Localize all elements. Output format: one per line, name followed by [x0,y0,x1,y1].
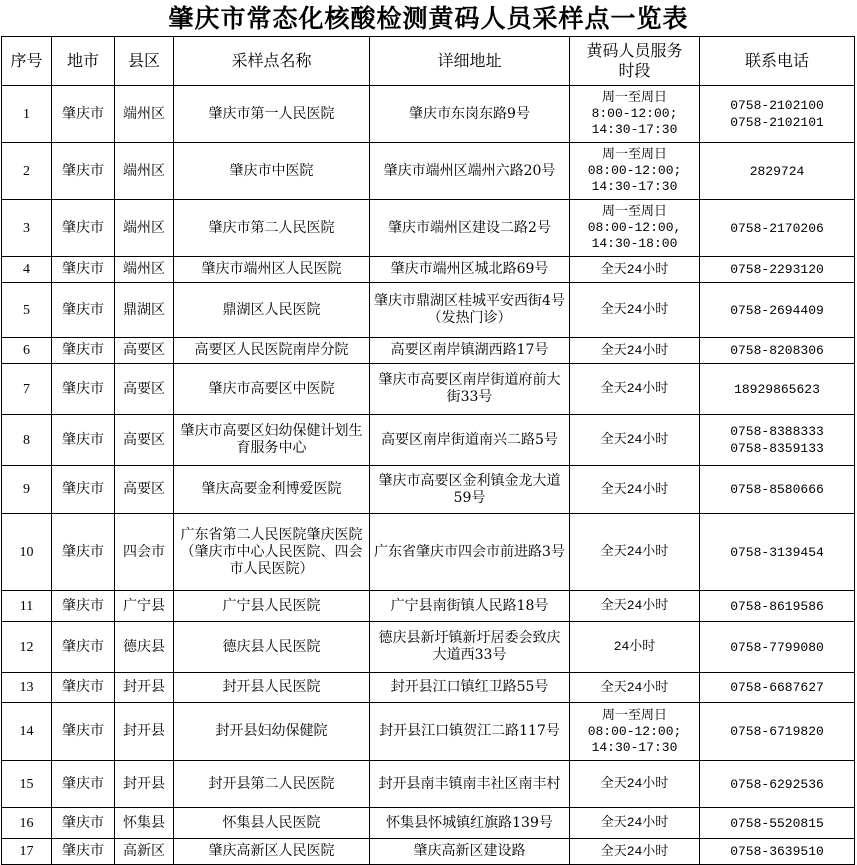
table-row [2,514,855,591]
hours-cell-line: 14:30-18:00 [591,236,678,251]
hours-cell [570,86,700,143]
site-name-cell: 肇庆市第一人民医院 [174,86,370,143]
hours-cell-line: 全天24小时 [600,381,669,396]
table-row [2,338,855,364]
city-cell: 肇庆市 [52,839,115,865]
hours-cell-line: 全天24小时 [600,598,669,613]
row-number: 10 [2,514,52,591]
header-city: 地市 [52,37,115,86]
hours-cell [570,415,700,466]
district-cell: 德庆县 [115,622,174,673]
site-name-cell: 肇庆市第二人民医院 [174,200,370,257]
district-cell: 封开县 [115,703,174,761]
row-number: 16 [2,808,52,839]
city-cell: 肇庆市 [52,143,115,200]
hours-cell-line: 14:30-17:30 [591,739,678,755]
hours-cell-line: 全天24小时 [600,432,669,447]
header-district: 县区 [115,37,174,86]
city-cell: 肇庆市 [52,673,115,703]
city-cell: 肇庆市 [52,591,115,622]
address-cell: 肇庆市端州区建设二路2号 [370,200,570,257]
table-row [2,415,855,466]
phone-cell-line: 0758-8580666 [730,482,824,497]
address-cell: 德庆县新圩镇新圩居委会致庆大道西33号 [370,622,570,673]
table-row [2,761,855,808]
site-name-cell: 封开县第二人民医院 [174,761,370,808]
district-cell: 怀集县 [115,808,174,839]
header-address: 详细地址 [370,37,570,86]
hours-cell [570,283,700,338]
site-name-cell: 鼎湖区人民医院 [174,283,370,338]
hours-cell [570,808,700,839]
table-row [2,839,855,865]
district-cell: 高新区 [115,839,174,865]
row-number: 15 [2,761,52,808]
hours-cell-line: 14:30-17:30 [591,122,678,137]
district-cell: 端州区 [115,257,174,283]
address-cell: 肇庆市端州区端州六路20号 [370,143,570,200]
hours-cell-line: 14:30-17:30 [591,179,678,194]
phone-cell [700,466,855,514]
address-cell: 封开县南丰镇南丰社区南丰村 [370,761,570,808]
phone-cell-line: 2829724 [749,163,805,179]
site-name-cell: 肇庆市端州区人民医院 [174,257,370,283]
phone-cell-line: 0758-3639510 [730,844,824,859]
table-row [2,86,855,143]
hours-cell-line: 全天24小时 [600,679,669,695]
site-name-cell: 广东省第二人民医院肇庆医院（肇庆市中心人民医院、四会市人民医院） [174,514,370,591]
city-cell: 肇庆市 [52,703,115,761]
hours-cell-line: 08:00-12:00, [587,220,682,235]
hours-cell-line: 全天24小时 [600,302,669,317]
district-cell: 端州区 [115,86,174,143]
hours-cell [570,591,700,622]
header-site-name: 采样点名称 [174,37,370,86]
city-cell: 肇庆市 [52,415,115,466]
address-cell: 广宁县南街镇人民路18号 [370,591,570,622]
hours-cell [570,514,700,591]
hours-cell-line: 08:00-12:00; [587,163,682,178]
hours-cell-line: 24小时 [613,639,656,654]
district-cell: 高要区 [115,466,174,514]
row-number: 1 [2,86,52,143]
phone-cell [700,257,855,283]
phone-cell-line: 0758-8208306 [730,343,824,358]
address-cell: 封开县江口镇贺江二路117号 [370,703,570,761]
phone-cell-line: 0758-3139454 [730,544,824,560]
city-cell: 肇庆市 [52,514,115,591]
city-cell: 肇庆市 [52,622,115,673]
phone-cell [700,415,855,466]
phone-cell [700,761,855,808]
hours-cell-line: 周一至周日 [601,707,667,723]
district-cell: 端州区 [115,200,174,257]
table-row [2,808,855,839]
row-number: 4 [2,257,52,283]
city-cell: 肇庆市 [52,761,115,808]
address-cell: 肇庆市东岗东路9号 [370,86,570,143]
row-number: 17 [2,839,52,865]
district-cell: 鼎湖区 [115,283,174,338]
phone-cell [700,514,855,591]
phone-cell-line: 0758-8388333 [730,424,824,439]
hours-cell-line: 周一至周日 [601,147,667,162]
phone-cell-line: 0758-2694409 [730,302,824,318]
address-cell: 肇庆市端州区城北路69号 [370,257,570,283]
hours-cell [570,839,700,865]
table-row [2,143,855,200]
address-cell: 怀集县怀城镇红旗路139号 [370,808,570,839]
site-name-cell: 肇庆高要金利博爱医院 [174,466,370,514]
city-cell: 肇庆市 [52,808,115,839]
phone-cell [700,200,855,257]
row-number: 13 [2,673,52,703]
hours-cell [570,622,700,673]
site-name-cell: 德庆县人民医院 [174,622,370,673]
sheet-title: 肇庆市常态化核酸检测黄码人员采样点一览表 [168,4,689,33]
table-row [2,673,855,703]
row-number: 12 [2,622,52,673]
site-name-cell: 肇庆市高要区中医院 [174,364,370,415]
city-cell: 肇庆市 [52,338,115,364]
hours-cell-line: 全天24小时 [600,481,669,497]
hours-cell [570,143,700,200]
address-cell: 肇庆市高要区金利镇金龙大道59号 [370,466,570,514]
header-phone: 联系电话 [700,37,855,86]
hours-cell-line: 全天24小时 [600,843,669,859]
table-row [2,283,855,338]
city-cell: 肇庆市 [52,200,115,257]
district-cell: 广宁县 [115,591,174,622]
address-cell: 封开县江口镇红卫路55号 [370,673,570,703]
table-row [2,364,855,415]
table-row [2,591,855,622]
header-row [2,37,855,86]
site-name-cell: 怀集县人民医院 [174,808,370,839]
row-number: 9 [2,466,52,514]
site-name-cell: 封开县妇幼保健院 [174,703,370,761]
site-name-cell: 封开县人民医院 [174,673,370,703]
hours-cell-line: 全天24小时 [600,815,669,830]
city-cell: 肇庆市 [52,257,115,283]
hours-cell [570,338,700,364]
header-no: 序号 [2,37,52,86]
site-name-cell: 肇庆市中医院 [174,143,370,200]
address-cell: 肇庆高新区建设路 [370,839,570,865]
site-name-cell: 肇庆市高要区妇幼保健计划生育服务中心 [174,415,370,466]
phone-cell-line: 0758-2170206 [730,220,824,236]
table-row [2,622,855,673]
phone-cell-line: 0758-7799080 [730,639,824,655]
phone-cell-line: 0758-2293120 [730,262,824,277]
row-number: 6 [2,338,52,364]
hours-cell-line: 周一至周日 [601,90,667,105]
row-number: 5 [2,283,52,338]
row-number: 14 [2,703,52,761]
phone-cell [700,703,855,761]
hours-cell-line: 08:00-12:00; [587,723,682,739]
phone-cell [700,808,855,839]
table-row [2,257,855,283]
city-cell: 肇庆市 [52,364,115,415]
row-number: 2 [2,143,52,200]
site-name-cell: 高要区人民医院南岸分院 [174,338,370,364]
phone-cell [700,283,855,338]
address-cell: 肇庆市鼎湖区桂城平安西街4号（发热门诊） [370,283,570,338]
phone-cell-line: 0758-2102101 [730,115,824,130]
district-cell: 端州区 [115,143,174,200]
hours-cell-line: 全天24小时 [600,544,669,559]
site-name-cell: 肇庆高新区人民医院 [174,839,370,865]
address-cell: 广东省肇庆市四会市前进路3号 [370,514,570,591]
row-number: 8 [2,415,52,466]
hours-cell [570,364,700,415]
site-name-cell: 广宁县人民医院 [174,591,370,622]
district-cell: 高要区 [115,338,174,364]
phone-cell [700,839,855,865]
district-cell: 四会市 [115,514,174,591]
hours-cell [570,466,700,514]
phone-cell [700,143,855,200]
sampling-sites-table [1,36,855,865]
phone-cell-line: 18929865623 [734,381,820,397]
phone-cell [700,591,855,622]
hours-cell-line: 全天24小时 [600,776,669,791]
address-cell: 高要区南岸镇湖西路17号 [370,338,570,364]
table-body [2,86,855,865]
district-cell: 高要区 [115,364,174,415]
hours-cell-line: 全天24小时 [600,342,669,358]
phone-cell-line: 0758-6719820 [730,724,824,739]
table-row [2,200,855,257]
phone-cell [700,364,855,415]
phone-cell [700,338,855,364]
phone-cell-line: 0758-8619586 [730,598,824,614]
table-row [2,703,855,761]
row-number: 3 [2,200,52,257]
city-cell: 肇庆市 [52,466,115,514]
hours-cell [570,761,700,808]
district-cell: 高要区 [115,415,174,466]
phone-cell-line: 0758-6292536 [730,776,824,792]
hours-cell [570,673,700,703]
row-number: 7 [2,364,52,415]
hours-cell [570,257,700,283]
city-cell: 肇庆市 [52,86,115,143]
district-cell: 封开县 [115,673,174,703]
phone-cell-line: 0758-8359133 [730,441,824,456]
header-hours: 黄码人员服务时段 [570,37,700,86]
hours-cell [570,200,700,257]
hours-cell-line: 全天24小时 [600,261,669,277]
phone-cell-line: 0758-6687627 [730,680,824,695]
phone-cell-line: 0758-5520815 [730,815,824,831]
address-cell: 高要区南岸街道南兴二路5号 [370,415,570,466]
district-cell: 封开县 [115,761,174,808]
phone-cell-line: 0758-2102100 [730,98,824,113]
hours-cell [570,703,700,761]
address-cell: 肇庆市高要区南岸街道府前大街33号 [370,364,570,415]
phone-cell [700,86,855,143]
hours-cell-line: 周一至周日 [601,204,667,219]
city-cell: 肇庆市 [52,283,115,338]
table-row [2,466,855,514]
hours-cell-line: 8:00-12:00; [591,106,678,121]
phone-cell [700,673,855,703]
phone-cell [700,622,855,673]
row-number: 11 [2,591,52,622]
